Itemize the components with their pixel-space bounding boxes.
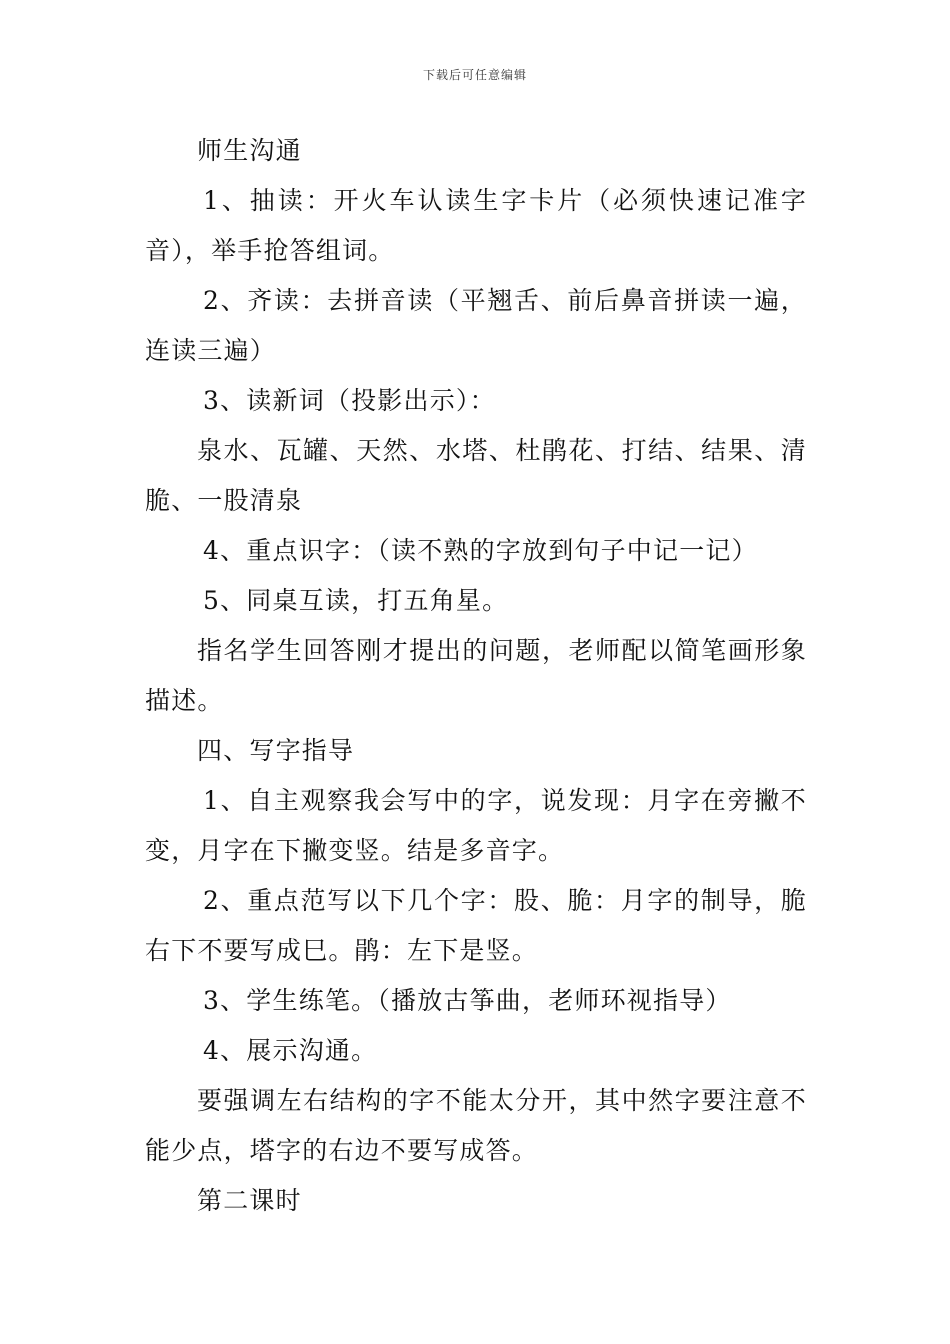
paragraph-section-heading: 四、写字指导 [197, 736, 355, 765]
paragraph-section-heading: 师生沟通 [197, 136, 302, 165]
paragraph-word-list: 泉水、瓦罐、天然、水塔、杜鹃花、打结、结果、清脆、一股清泉 [145, 436, 807, 515]
paragraph-item: 4、展示沟通。 [203, 1036, 378, 1065]
paragraph-item: 4、重点识字：（读不熟的字放到句子中记一记） [203, 536, 758, 565]
paragraph-item: 5、同桌互读，打五角星。 [203, 586, 509, 615]
paragraph-item: 3、学生练笔。（播放古筝曲，老师环视指导） [203, 986, 732, 1015]
paragraph-section-heading: 第二课时 [197, 1186, 302, 1215]
paragraph-item: 3、读新词（投影出示）： [203, 386, 496, 415]
document-body [145, 126, 807, 1226]
paragraph-item: 2、齐读：去拼音读（平翘舌、前后鼻音拼读一遍，连读三遍） [145, 286, 807, 365]
paragraph-item: 1、自主观察我会写中的字，说发现：月字在旁撇不变，月字在下撇变竖。结是多音字。 [145, 786, 807, 865]
paragraph-text: 指名学生回答刚才提出的问题，老师配以简笔画形象描述。 [145, 636, 807, 715]
paragraph-text: 要强调左右结构的字不能太分开，其中然字要注意不能少点，塔字的右边不要写成答。 [145, 1086, 807, 1165]
paragraph-item: 2、重点范写以下几个字：股、脆：月字的制导，脆右下不要写成巳。鹃：左下是竖。 [145, 886, 807, 965]
paragraph-item: 1、抽读：开火车认读生字卡片（必须快速记准字音），举手抢答组词。 [145, 186, 807, 265]
header-note: 下载后可任意编辑 [422, 68, 527, 82]
